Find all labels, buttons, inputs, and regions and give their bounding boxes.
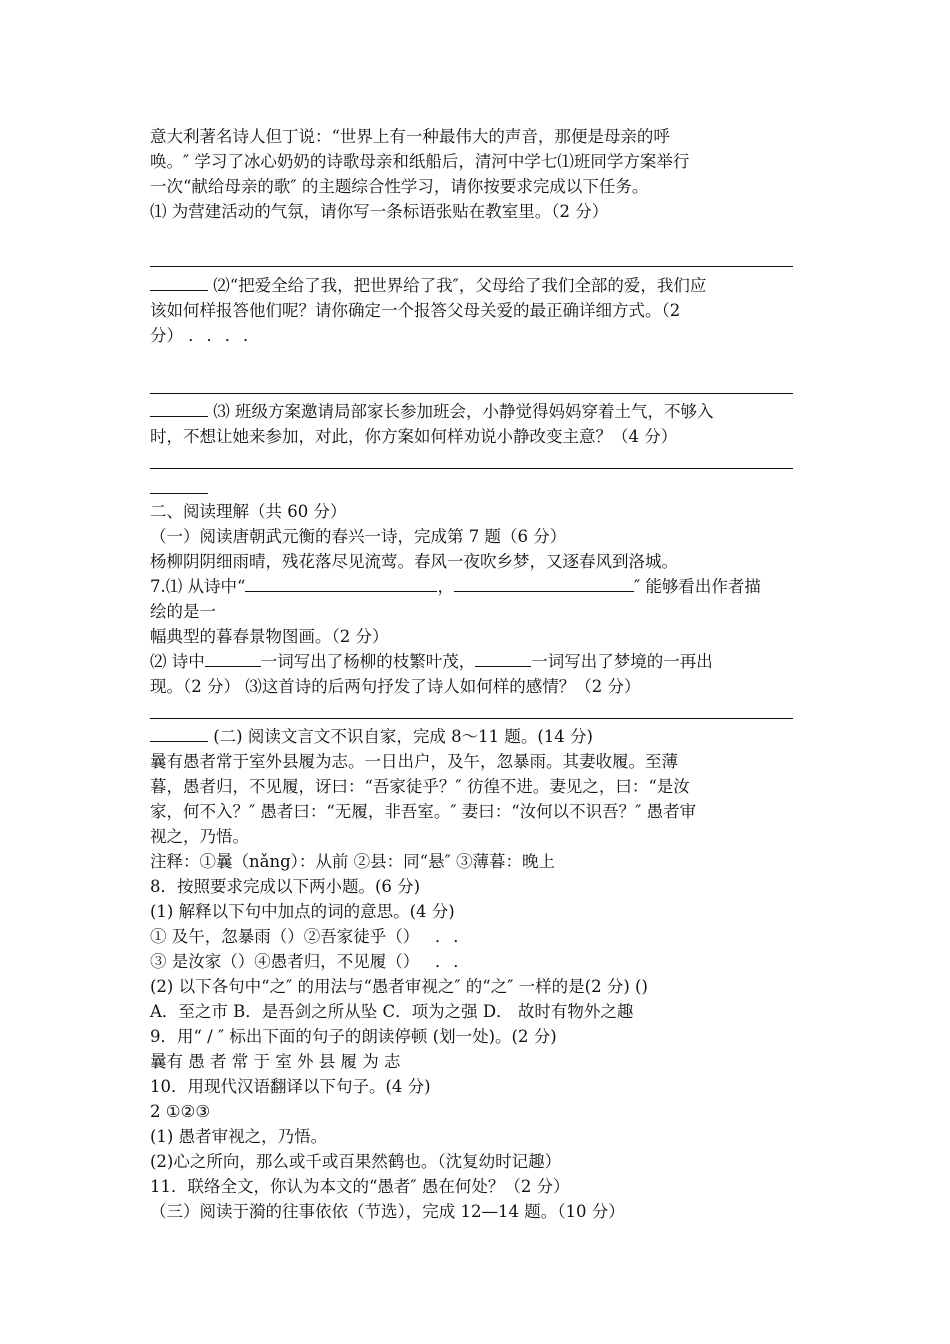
question-8-1: (1) 解释以下句中加点的词的意思。(4 分) bbox=[150, 902, 455, 921]
part-3-title: （三）阅读于漪的往事依依（节选），完成 12—14 题。（10 分） bbox=[150, 1202, 625, 1221]
blank-7-1b[interactable] bbox=[454, 575, 634, 592]
emphasis-dots: ．．．． bbox=[188, 326, 270, 345]
question-7-2: ⑵ 诗中 一词写出了杨柳的枝繁叶茂， 一词写出了梦境的一再出 bbox=[150, 652, 713, 671]
question-8-1-b: ③ 是汝家（）④愚者归，不见履（） ．． bbox=[150, 952, 480, 971]
question-10-2: (2)心之所向，那么或千或百果然鹤也。（沈复幼时记趣） bbox=[150, 1152, 562, 1171]
emphasis-dots: ．． bbox=[435, 952, 480, 971]
blank-7-2b[interactable] bbox=[475, 650, 531, 667]
question-7-1-end: 幅典型的暮春景物图画。（2 分） bbox=[150, 627, 389, 646]
answer-line-q2 bbox=[150, 393, 793, 394]
question-7-1-cont: 绘的是一 bbox=[150, 602, 216, 621]
question-2-line-1: ⑵“把爱全给了我，把世界给了我″，父母给了我们全部的爱，我们应 bbox=[150, 273, 706, 298]
passage-line-4: 视之，乃悟。 bbox=[150, 827, 249, 846]
poem-text: 杨柳阴阴细雨晴，残花落尽见流莺。春风一夜吹乡梦，又逐春风到洛城。 bbox=[150, 552, 678, 571]
question-8-options: A．至之市 B．是吾剑之所从坠 C．项为之强 D． 故时有物外之趣 bbox=[150, 1002, 634, 1021]
answer-line-q3-end bbox=[150, 493, 208, 494]
question-9: 9．用“ / ″ 标出下面的句子的朗读停顿 (划一处)。(2 分) bbox=[150, 1027, 557, 1046]
answer-line-q2-end bbox=[150, 400, 208, 417]
question-9-text: 曩有 愚 者 常 于 室 外 县 履 为 志 bbox=[150, 1052, 401, 1071]
answer-line-q3 bbox=[150, 468, 793, 469]
section-2-title: 二、阅读理解（共 60 分） bbox=[150, 502, 347, 521]
passage-line-2: 暮，愚者归，不见履，讶曰：“吾家徒乎？″ 彷徨不进。妻见之，曰：“是汝 bbox=[150, 777, 690, 796]
question-7-2-3: 现。（2 分） ⑶这首诗的后两句抒发了诗人如何样的感情？（2 分） bbox=[150, 677, 641, 696]
question-2-line-2: 该如何样报答他们呢？请你确定一个报答父母关爱的最正确详细方式。（2 bbox=[150, 301, 681, 320]
question-11: 11．联络全文，你认为本文的“愚者″ 愚在何处？（2 分） bbox=[150, 1177, 570, 1196]
question-7-1: 7.⑴ 从诗中“ ， ″ 能够看出作者描 bbox=[150, 577, 761, 596]
blank-7-1a[interactable] bbox=[245, 575, 437, 592]
annotation-note: 注释：①曩（nǎng）：从前 ②县：同“悬″ ③薄暮：晚上 bbox=[150, 852, 555, 871]
intro-line-1: 意大利著名诗人但丁说：“世界上有一种最伟大的声音，那便是母亲的呼 bbox=[150, 127, 670, 146]
question-1: ⑴ 为营建活动的气氛，请你写一条标语张贴在教室里。（2 分） bbox=[150, 202, 609, 221]
question-8-2: (2) 以下各句中“之″ 的用法与“愚者审视之″ 的“之″ 一样的是(2 分) () bbox=[150, 977, 648, 996]
question-8: 8．按照要求完成以下两小题。(6 分) bbox=[150, 877, 421, 896]
intro-line-3: 一次“献给母亲的歌″ 的主题综合性学习，请你按要求完成以下任务。 bbox=[150, 177, 649, 196]
answer-line-q1-end bbox=[150, 274, 208, 291]
part-1-title: （一）阅读唐朝武元衡的春兴一诗，完成第 7 题（6 分） bbox=[150, 527, 567, 546]
question-10: 10．用现代汉语翻译以下句子。(4 分) bbox=[150, 1077, 431, 1096]
question-3-line-2: 时，不想让她来参加，对此，你方案如何样劝说小静改变主意？（4 分） bbox=[150, 427, 678, 446]
passage-line-3: 家，何不入？″ 愚者曰：“无履，非吾室。″ 妻曰：“汝何以不识吾？″ 愚者审 bbox=[150, 802, 697, 821]
question-10-marks: 2 ①②③ bbox=[150, 1102, 211, 1121]
passage-line-1: 曩有愚者常于室外县履为志。一日出户，及午，忽暴雨。其妻收履。至薄 bbox=[150, 752, 678, 771]
question-2-line-3: 分） ．．．． bbox=[150, 326, 270, 345]
question-8-1-a: ① 及午，忽暴雨（）②吾家徒乎（） ．． bbox=[150, 927, 480, 946]
answer-line-q1 bbox=[150, 266, 793, 267]
answer-line-q7-end bbox=[150, 725, 208, 742]
answer-line-q7 bbox=[150, 718, 793, 719]
part-2-title: (二) 阅读文言文不识自家，完成 8～11 题。(14 分) bbox=[150, 724, 593, 749]
question-10-1: (1) 愚者审视之，乃悟。 bbox=[150, 1127, 328, 1146]
intro-line-2: 唤。″ 学习了冰心奶奶的诗歌母亲和纸船后，清河中学七⑴班同学方案举行 bbox=[150, 152, 690, 171]
emphasis-dots: ．． bbox=[435, 927, 480, 946]
blank-7-2a[interactable] bbox=[205, 650, 261, 667]
question-3-line-1: ⑶ 班级方案邀请局部家长参加班会，小静觉得妈妈穿着土气，不够入 bbox=[150, 399, 714, 424]
